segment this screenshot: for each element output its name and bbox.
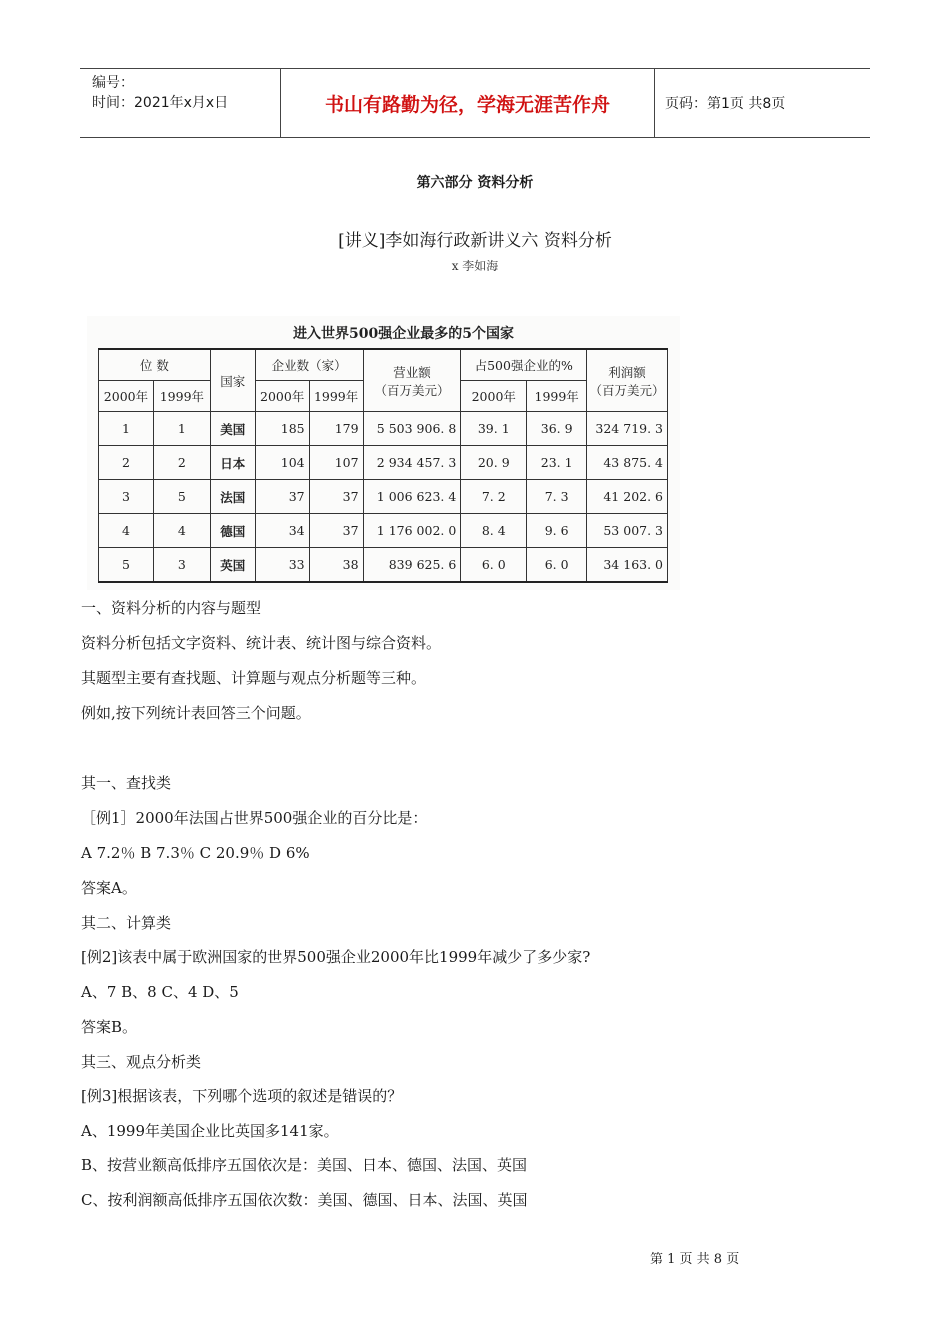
cell-country: 美国 <box>210 412 255 446</box>
cell-rank-2000: 3 <box>99 480 154 514</box>
table-row <box>99 412 668 446</box>
cell-profit: 34 163. 0 <box>587 548 668 583</box>
header-share: 占500强企业的% <box>461 349 587 381</box>
paragraph: 其题型主要有查找题、计算题与观点分析题等三种。 <box>81 669 427 687</box>
header-rank: 位 数 <box>99 349 211 381</box>
cell-rank-1999: 3 <box>153 548 210 583</box>
paragraph: 资料分析包括文字资料、统计表、统计图与综合资料。 <box>81 634 442 652</box>
cell-companies-2000: 37 <box>255 480 309 514</box>
cell-share-2000: 39. 1 <box>461 412 527 446</box>
cell-share-1999: 23. 1 <box>527 446 587 480</box>
paragraph: 例如,按下列统计表回答三个问题。 <box>81 704 311 722</box>
header-revenue <box>363 349 461 412</box>
cell-companies-1999: 38 <box>309 548 363 583</box>
cell-companies-2000: 104 <box>255 446 309 480</box>
page-footer: 第 1 页 共 8 页 <box>650 1252 740 1267</box>
table-caption: 进入世界500强企业最多的5个国家 <box>293 326 514 342</box>
cell-profit: 324 719. 3 <box>587 412 668 446</box>
header-page-info: 页码：第1页 共8页 <box>665 96 786 112</box>
cell-companies-2000: 33 <box>255 548 309 583</box>
cell-revenue: 2 934 457. 3 <box>363 446 461 480</box>
time-label: 时间：2021年x月x日 <box>92 95 229 111</box>
cell-country: 英国 <box>210 548 255 583</box>
example-2-question: [例2]该表中属于欧洲国家的世界500强企业2000年比1999年减少了多少家? <box>81 948 591 966</box>
cell-companies-1999: 179 <box>309 412 363 446</box>
example-3-option-a: A、1999年美国企业比英国多141家。 <box>81 1122 339 1140</box>
example-2-options: A、7 B、8 C、4 D、5 <box>81 983 239 1001</box>
subheading-analysis: 其三、观点分析类 <box>81 1053 202 1071</box>
example-3-question: [例3]根据该表，下列哪个选项的叙述是错误的？ <box>81 1087 403 1105</box>
cell-rank-2000: 5 <box>99 548 154 583</box>
cell-revenue: 1 006 623. 4 <box>363 480 461 514</box>
cell-share-2000: 8. 4 <box>461 514 527 548</box>
cell-profit: 41 202. 6 <box>587 480 668 514</box>
header-share-1999: 1999年 <box>527 381 587 412</box>
table-row <box>99 446 668 480</box>
header-revenue-label: 营业额 <box>393 364 431 380</box>
cell-rank-2000: 1 <box>99 412 154 446</box>
header-meta <box>80 69 280 137</box>
cell-share-2000: 20. 9 <box>461 446 527 480</box>
header-companies-1999: 1999年 <box>309 381 363 412</box>
cell-country: 日本 <box>210 446 255 480</box>
cell-companies-1999: 37 <box>309 480 363 514</box>
subheading-calculation: 其二、计算类 <box>81 914 172 932</box>
number-label: 编号： <box>92 75 134 91</box>
cell-share-2000: 7. 2 <box>461 480 527 514</box>
doc-title: [讲义]李如海行政新讲义六 资料分析 <box>338 231 612 251</box>
cell-rank-1999: 2 <box>153 446 210 480</box>
cell-companies-2000: 185 <box>255 412 309 446</box>
cell-rank-1999: 5 <box>153 480 210 514</box>
table-row <box>99 514 668 548</box>
cell-rank-2000: 4 <box>99 514 154 548</box>
cell-rank-1999: 1 <box>153 412 210 446</box>
header-revenue-unit: （百万美元） <box>374 382 450 398</box>
example-3-option-b: B、按营业额高低排序五国依次是：美国、日本、德国、法国、英国 <box>81 1156 528 1174</box>
header-country: 国家 <box>210 349 255 412</box>
example-1-options: A 7.2％ B 7.3％ C 20.9％ D 6% <box>81 844 310 862</box>
header-profit-unit: （百万美元） <box>589 382 665 398</box>
example-1-answer: 答案A。 <box>81 879 137 897</box>
cell-companies-1999: 37 <box>309 514 363 548</box>
subheading-lookup: 其一、查找类 <box>81 774 172 792</box>
header-share-2000: 2000年 <box>461 381 527 412</box>
header-companies: 企业数（家） <box>255 349 363 381</box>
cell-share-1999: 7. 3 <box>527 480 587 514</box>
page-header <box>80 68 870 138</box>
table-row <box>99 548 668 583</box>
cell-rank-2000: 2 <box>99 446 154 480</box>
cell-companies-1999: 107 <box>309 446 363 480</box>
data-table <box>98 348 668 583</box>
cell-country: 法国 <box>210 480 255 514</box>
table-row <box>99 480 668 514</box>
cell-profit: 53 007. 3 <box>587 514 668 548</box>
cell-revenue: 839 625. 6 <box>363 548 461 583</box>
cell-companies-2000: 34 <box>255 514 309 548</box>
section-title: 第六部分 资料分析 <box>416 175 534 191</box>
cell-profit: 43 875. 4 <box>587 446 668 480</box>
header-companies-2000: 2000年 <box>255 381 309 412</box>
heading-content-types: 一、资料分析的内容与题型 <box>81 599 262 617</box>
cell-rank-1999: 4 <box>153 514 210 548</box>
cell-share-1999: 6. 0 <box>527 548 587 583</box>
cell-share-2000: 6. 0 <box>461 548 527 583</box>
cell-share-1999: 36. 9 <box>527 412 587 446</box>
cell-share-1999: 9. 6 <box>527 514 587 548</box>
example-3-option-c: C、按利润额高低排序五国依次数：美国、德国、日本、法国、英国 <box>81 1191 528 1209</box>
example-2-answer: 答案B。 <box>81 1018 138 1036</box>
cell-revenue: 1 176 002. 0 <box>363 514 461 548</box>
header-motto: 书山有路勤为径，学海无涯苦作舟 <box>280 69 655 137</box>
cell-country: 德国 <box>210 514 255 548</box>
cell-revenue: 5 503 906. 8 <box>363 412 461 446</box>
table-figure <box>87 316 680 590</box>
example-1-question: ［例1］2000年法国占世界500强企业的百分比是： <box>81 809 428 827</box>
header-rank-1999: 1999年 <box>153 381 210 412</box>
header-rank-2000: 2000年 <box>99 381 154 412</box>
header-profit-label: 利润额 <box>608 364 646 380</box>
author-line: x 李如海 <box>451 259 499 273</box>
header-profit <box>587 349 668 412</box>
